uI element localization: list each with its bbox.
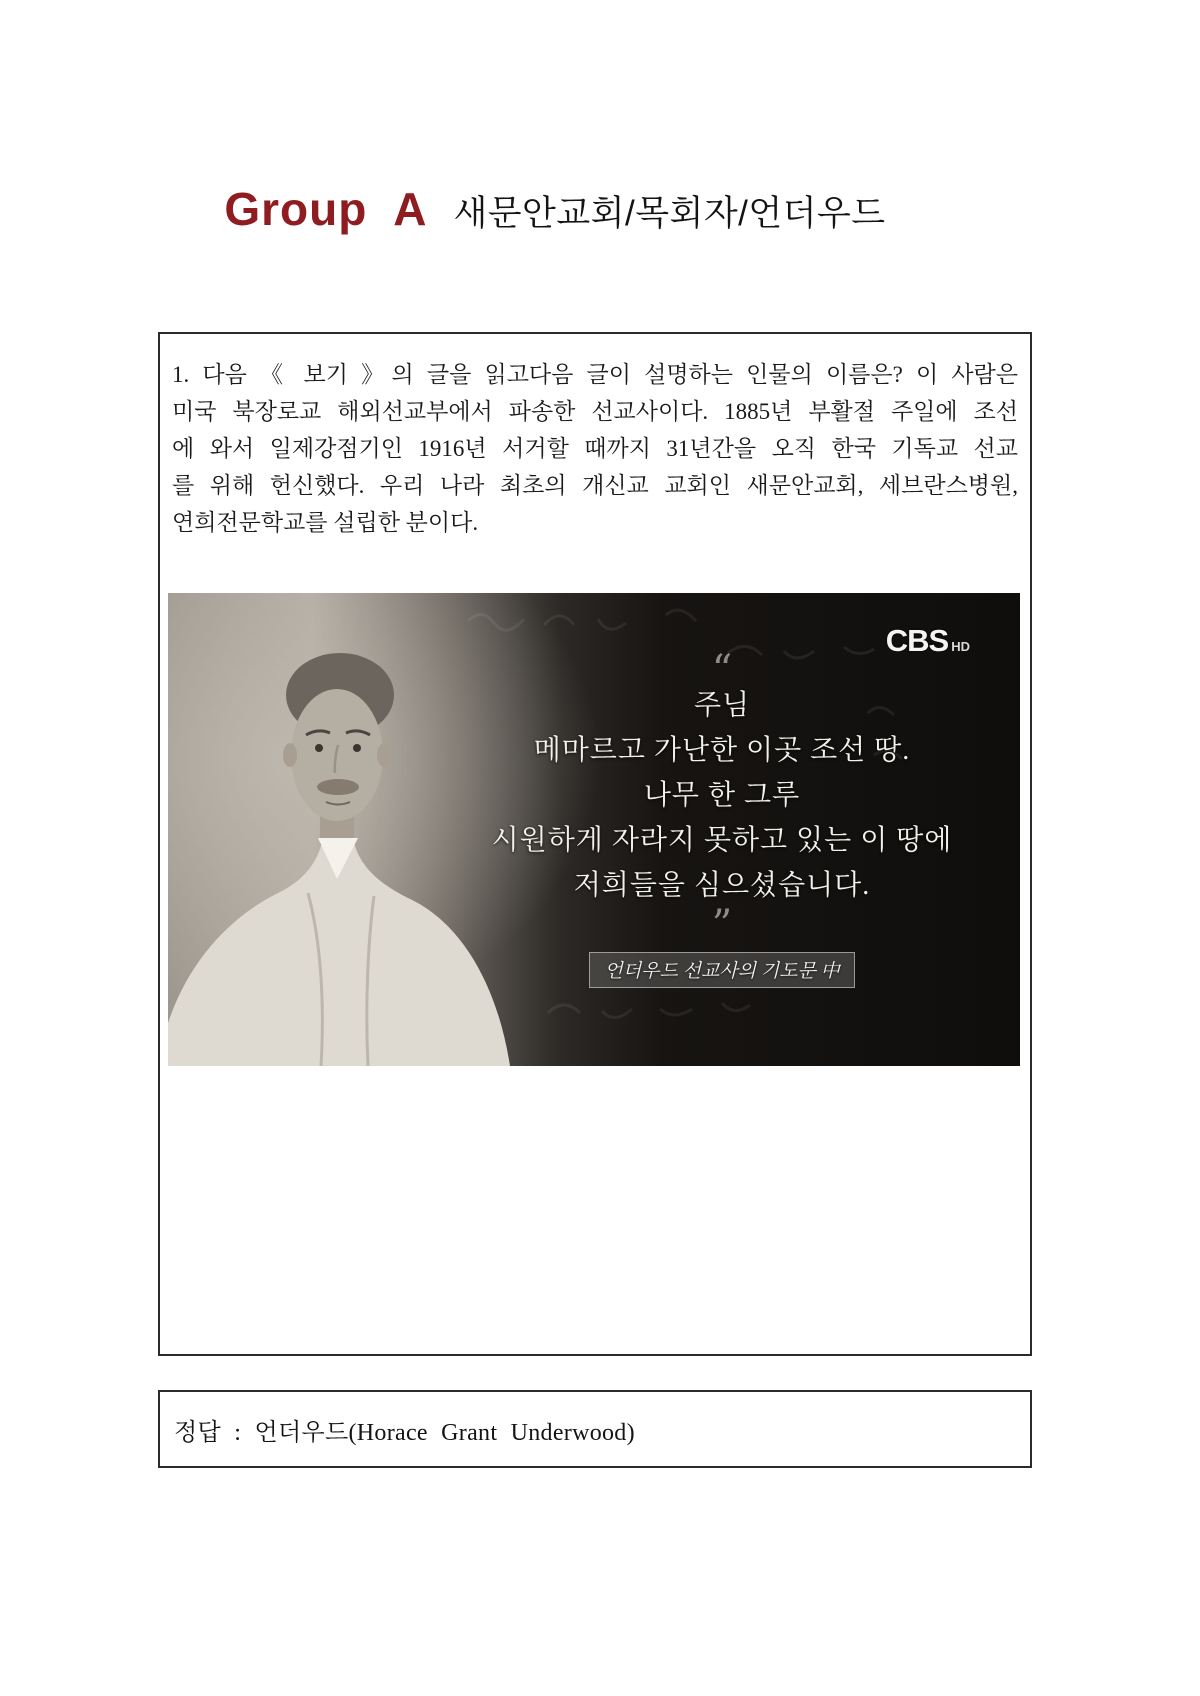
quote-line: 저희들을 심으셨습니다. xyxy=(573,870,871,901)
quote-line: 주님 xyxy=(693,690,751,721)
question-line: 에 와서 일제강점기인 1916년 서거할 때까지 31년간을 오직 한국 기독교 선교 xyxy=(172,436,1018,461)
open-quote-mark: “ xyxy=(711,647,733,693)
missionary-photo xyxy=(168,593,1020,1066)
quote-line: 메마르고 가난한 이곳 조선 땅. xyxy=(533,735,911,766)
question-text xyxy=(172,356,1018,541)
quote-line: 나무 한 그루 xyxy=(643,780,801,811)
quote-caption-badge: 언더우드 선교사의 기도문 中 xyxy=(589,952,854,988)
group-label: Group A xyxy=(224,183,428,235)
cbs-logo-hd: HD xyxy=(951,639,970,654)
close-quote-mark: ” xyxy=(711,902,733,948)
cbs-hd-logo xyxy=(886,623,970,659)
answer-box xyxy=(158,1390,1032,1468)
eye xyxy=(353,744,361,752)
question-line: 를 위해 헌신했다. 우리 나라 최초의 개신교 교회인 새문안교회, 세브란스병원, xyxy=(172,473,1018,498)
question-line: 연희전문학교를 설립한 분이다. xyxy=(172,510,479,535)
prayer-quote xyxy=(466,647,978,988)
quote-line: 시원하게 자라지 못하고 있는 이 땅에 xyxy=(491,825,953,856)
question-line: 1. 다음 《 보기 》의 글을 읽고다음 글이 설명하는 인물의 이름은? 이 사람은 xyxy=(172,362,1018,387)
answer-text: 정답 : 언더우드(Horace Grant Underwood) xyxy=(174,1419,635,1446)
mustache xyxy=(317,779,359,795)
question-box xyxy=(158,332,1032,1356)
question-line: 미국 북장로교 해외선교부에서 파송한 선교사이다. 1885년 부활절 주일에 조선 xyxy=(172,399,1018,424)
page-title xyxy=(0,182,1155,236)
cbs-logo-text: CBS xyxy=(885,623,949,658)
eye xyxy=(315,744,323,752)
group-subtitle: 새문안교회/목회자/언더우드 xyxy=(453,194,886,233)
